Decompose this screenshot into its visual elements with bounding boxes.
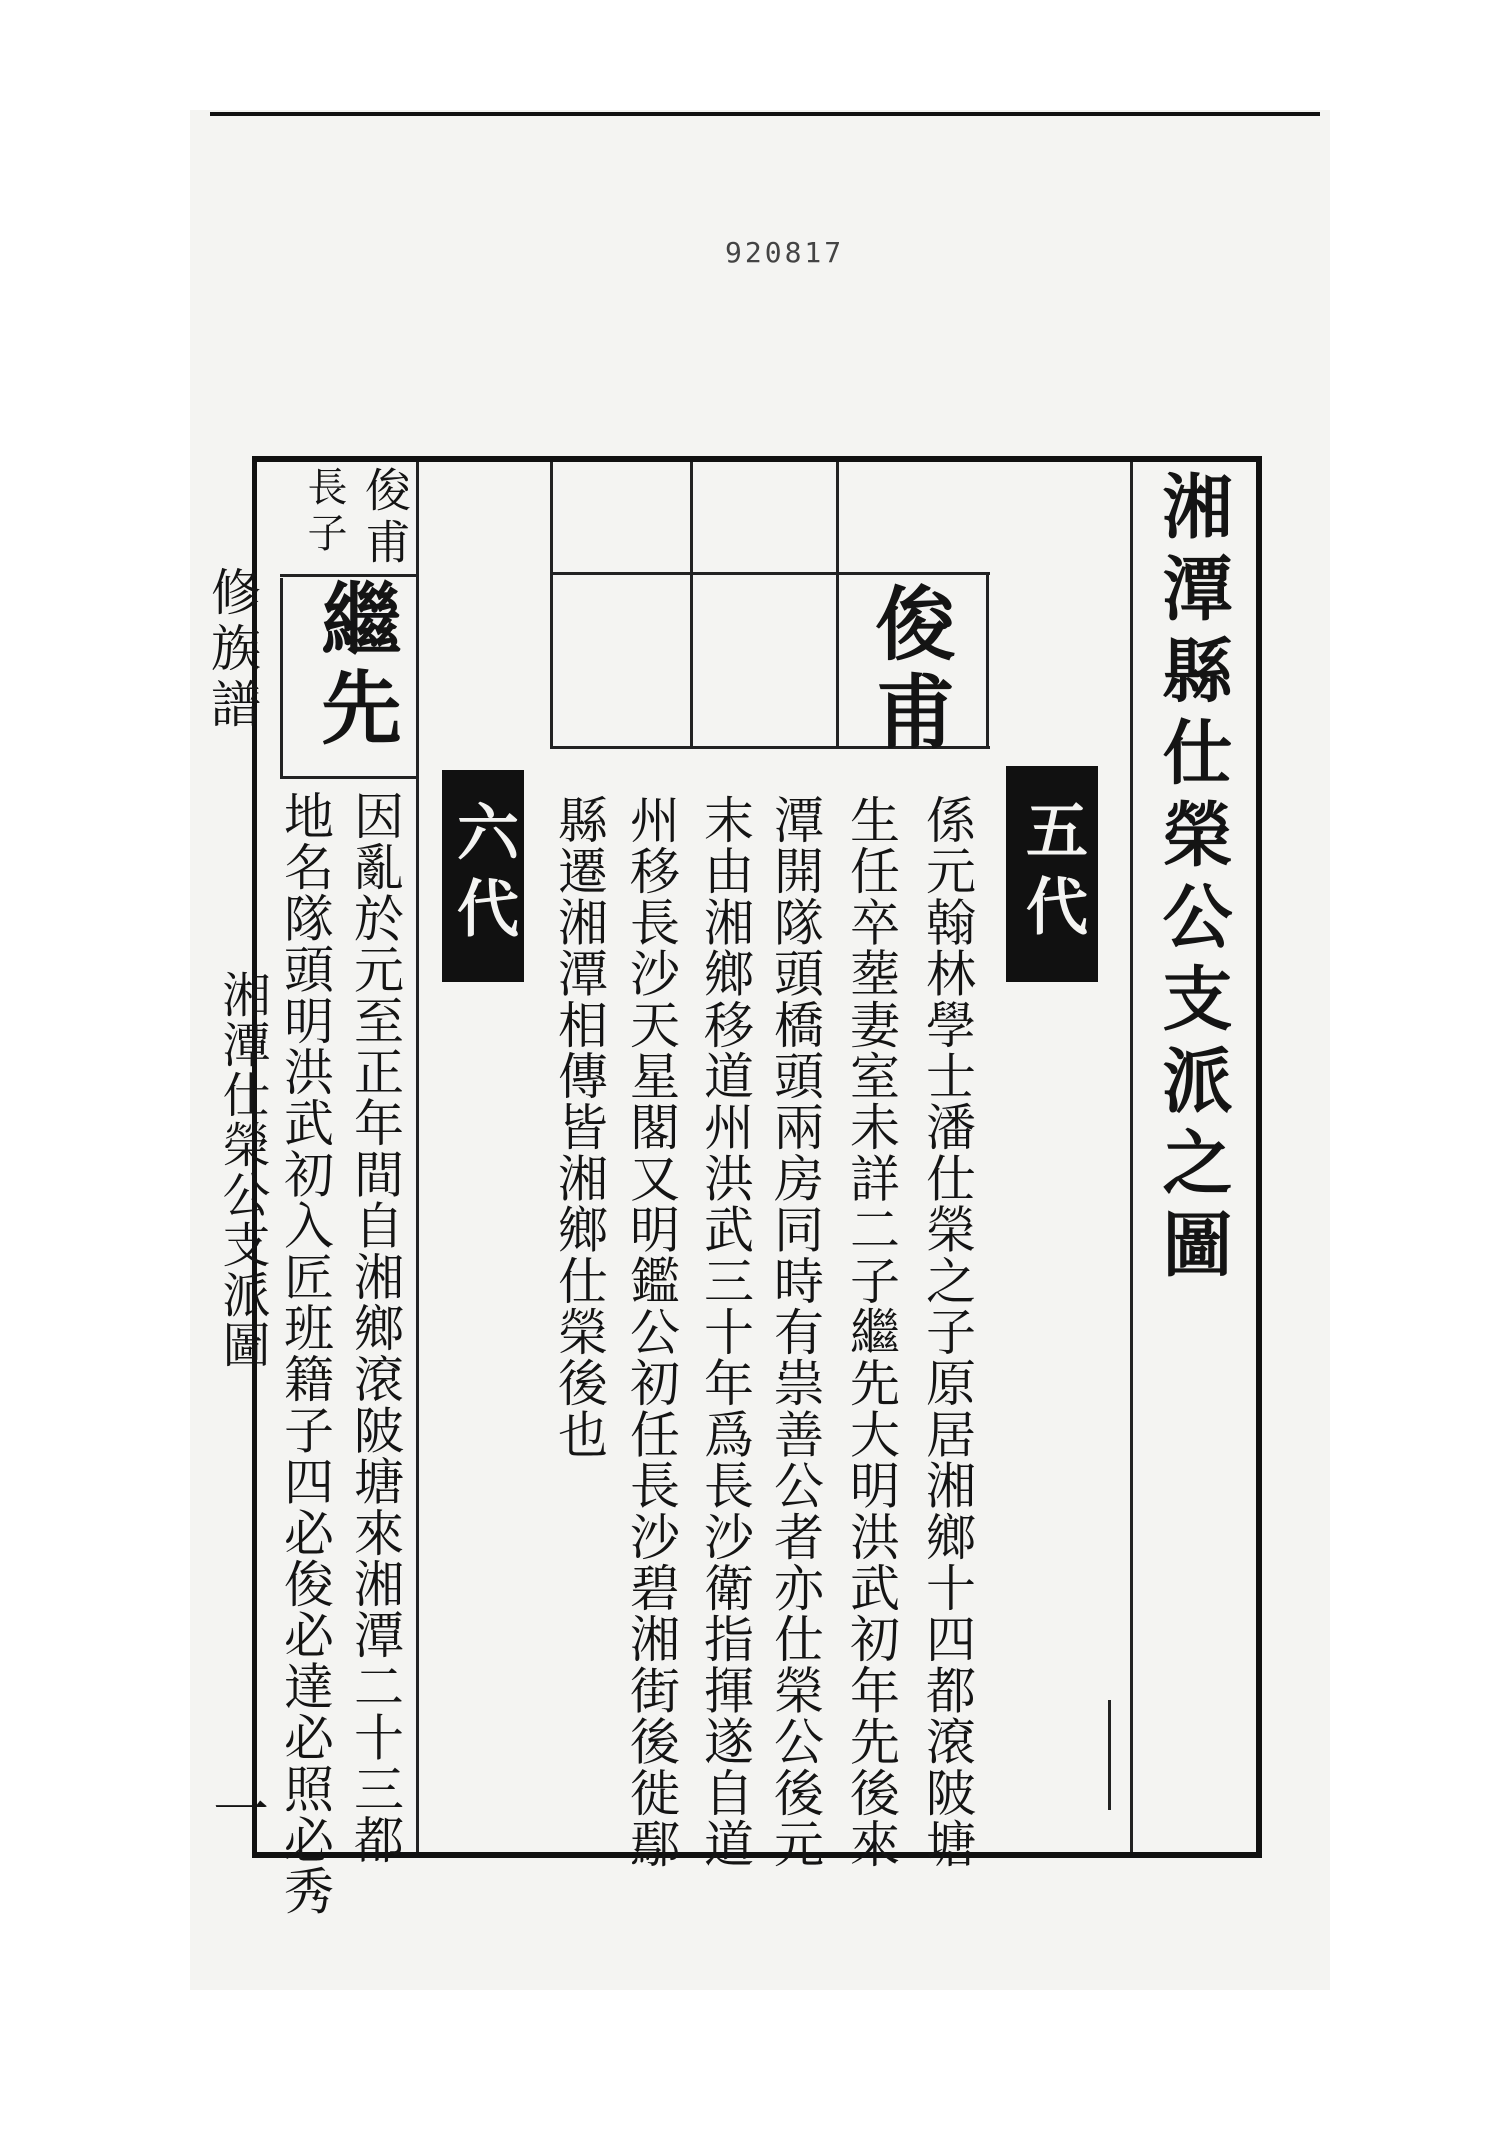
- name-6-left-rule: [280, 578, 283, 776]
- generation-6-parent: 俊甫: [358, 466, 412, 570]
- gen6-text-col-2: 地名隊頭明洪武初入匠班籍子四必俊必達必照必秀: [276, 790, 334, 1917]
- gen5-text-col-1: 係元翰林學士潘仕榮之子原居湘鄉十四都滾陂塘: [918, 794, 976, 1870]
- gen5-text-col-3: 潭開隊頭橋頭兩房同時有祟善公者亦仕榮公後元: [766, 794, 824, 1870]
- name-6-top-rule: [280, 574, 418, 577]
- gen6-divider: [416, 462, 419, 1852]
- generation-6-badge: 六代: [442, 770, 524, 982]
- gen5-text-col-2: 生任卒塟妻室未詳二子繼先大明洪武初年先後來: [842, 794, 900, 1870]
- gen5-text-col-4: 末由湘鄉移道州洪武三十年爲長沙衛指揮遂自道: [696, 794, 754, 1870]
- margin-book-title: 修族譜: [203, 566, 261, 734]
- name-5-right-rule: [986, 575, 989, 747]
- generation-6-rank: 長子: [301, 466, 347, 558]
- title-divider: [1130, 462, 1133, 1852]
- generation-5-name: 俊甫: [862, 582, 956, 758]
- page-number: 一: [204, 1780, 269, 1836]
- page-title: 湘潭縣仕榮公支派之圖: [1151, 470, 1234, 1290]
- gen6-text-col-1: 因亂於元至正年間自湘鄉滾陂塘來湘潭二十三都: [346, 790, 404, 1866]
- catalog-number: 920817: [725, 236, 845, 269]
- col-rule-b: [550, 462, 553, 747]
- name-5-top-rule: [550, 572, 990, 575]
- margin-section-note: 湘潭仕榮公支派圖: [214, 970, 270, 1370]
- col-rule-a: [690, 462, 693, 747]
- name-6-bottom-rule: [280, 776, 418, 779]
- title-tail-rule: [1108, 1700, 1111, 1810]
- top-border-rule: [210, 112, 1320, 116]
- gen5-text-col-5: 州移長沙天星閣又明鑑公初任長沙碧湘街後徙鄢: [622, 794, 680, 1870]
- generation-6-name: 繼先: [308, 578, 402, 754]
- gen5-text-col-6: 縣遷湘潭相傳皆湘鄉仕榮後也: [550, 794, 608, 1460]
- generation-5-badge: 五代: [1006, 766, 1098, 982]
- name-5-left-rule: [836, 462, 839, 747]
